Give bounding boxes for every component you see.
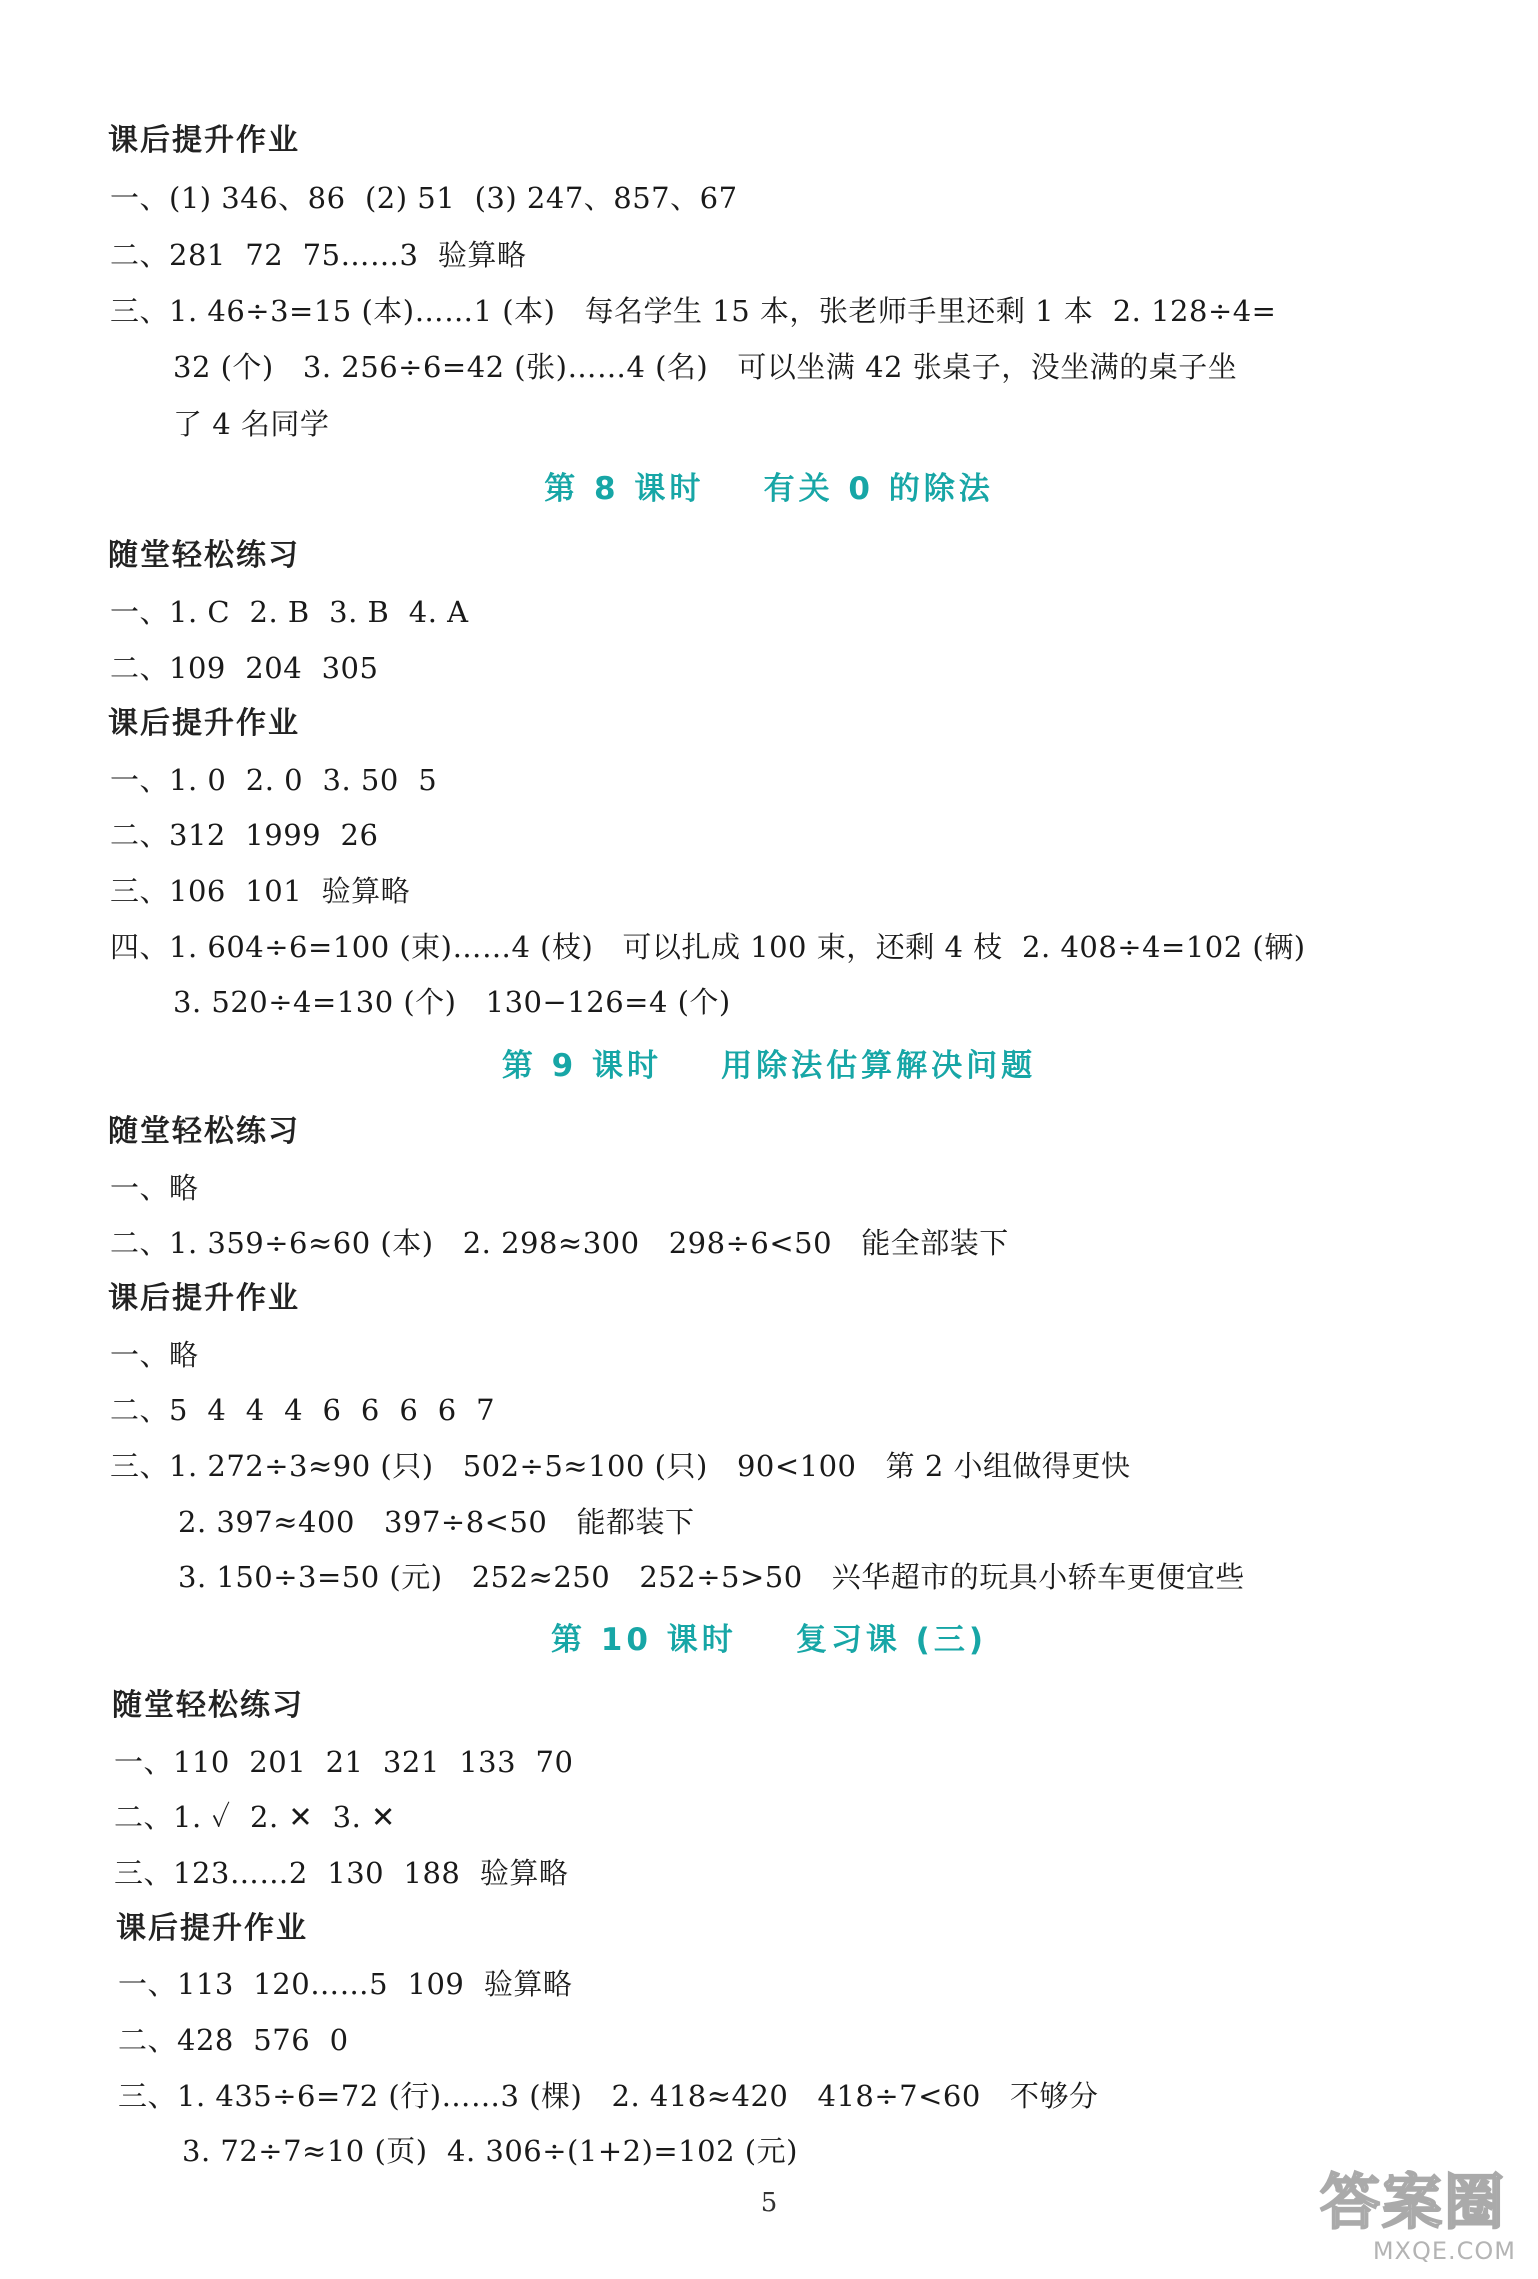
- answer-line: 一、110 201 21 321 133 70: [114, 1745, 574, 1779]
- answer-line: 三、1. 272÷3≈90 (只) 502÷5≈100 (只) 90<100 第 2 小组做得更快: [110, 1449, 1131, 1483]
- answer-line: 一、略: [110, 1171, 199, 1205]
- answer-line: 一、(1) 346、86 (2) 51 (3) 247、857、67: [110, 181, 738, 215]
- lesson-title: 第 9 课时 用除法估算解决问题: [501, 1048, 1037, 1084]
- answer-line: 四、1. 604÷6=100 (束)……4 (枝) 可以扎成 100 束，还剩 4 枝 2. 408÷4=102 (辆): [110, 930, 1306, 964]
- section-heading: 随堂轻松练习: [108, 538, 300, 573]
- answer-line: 一、1. 0 2. 0 3. 50 5: [110, 763, 438, 797]
- answer-line: 32 (个) 3. 256÷6=42 (张)……4 (名) 可以坐满 42 张桌子，没坐满的桌子坐: [173, 350, 1238, 384]
- answer-line: 了 4 名同学: [173, 407, 330, 441]
- answer-line: 三、106 101 验算略: [110, 874, 411, 908]
- answer-line: 2. 397≈400 397÷8<50 能都装下: [178, 1505, 695, 1539]
- answer-line: 二、281 72 75……3 验算略: [110, 238, 527, 272]
- section-heading: 随堂轻松练习: [112, 1688, 304, 1723]
- answer-line: 二、5 4 4 4 6 6 6 6 7: [110, 1393, 496, 1427]
- answer-line: 一、113 120……5 109 验算略: [118, 1967, 573, 2001]
- section-heading: 课后提升作业: [108, 706, 300, 741]
- section-heading: 随堂轻松练习: [108, 1114, 300, 1149]
- section-heading: 课后提升作业: [108, 123, 300, 158]
- lesson-title: 第 8 课时 有关 0 的除法: [544, 471, 994, 507]
- answer-line: 一、1. C 2. B 3. B 4. A: [110, 595, 469, 629]
- answer-line: 二、109 204 305: [110, 651, 379, 685]
- answer-line: 三、1. 46÷3=15 (本)……1 (本) 每名学生 15 本，张老师手里还剩 1 本 2. 128÷4=: [110, 294, 1277, 328]
- answer-line: 三、123……2 130 188 验算略: [114, 1856, 569, 1890]
- section-heading: 课后提升作业: [116, 1911, 308, 1946]
- answer-line: 二、312 1999 26: [110, 818, 379, 852]
- watermark: [1316, 2155, 1516, 2265]
- section-heading: 课后提升作业: [108, 1281, 300, 1316]
- answer-line: 二、428 576 0: [118, 2023, 349, 2057]
- page-number: 5: [760, 2188, 778, 2218]
- watermark-url: MXQE.COM: [1372, 2237, 1516, 2265]
- answer-line: 3. 520÷4=130 (个) 130−126=4 (个): [173, 985, 731, 1019]
- answer-line: 一、略: [110, 1338, 199, 1372]
- answer-line: 3. 72÷7≈10 (页) 4. 306÷(1+2)=102 (元): [182, 2134, 798, 2168]
- answer-line: 二、1. 359÷6≈60 (本) 2. 298≈300 298÷6<50 能全部装下: [110, 1226, 1009, 1260]
- watermark-logo: 答案圈: [1320, 2168, 1506, 2238]
- lesson-title: 第 10 课时 复习课 (三): [550, 1622, 988, 1658]
- answer-line: 三、1. 435÷6=72 (行)……3 (棵) 2. 418≈420 418÷7<60 不够分: [118, 2079, 1099, 2113]
- answer-line: 二、1. ✓ 2. ✕ 3. ✕: [114, 1800, 396, 1834]
- answer-line: 3. 150÷3=50 (元) 252≈250 252÷5>50 兴华超市的玩具小轿车更便宜些: [178, 1560, 1245, 1594]
